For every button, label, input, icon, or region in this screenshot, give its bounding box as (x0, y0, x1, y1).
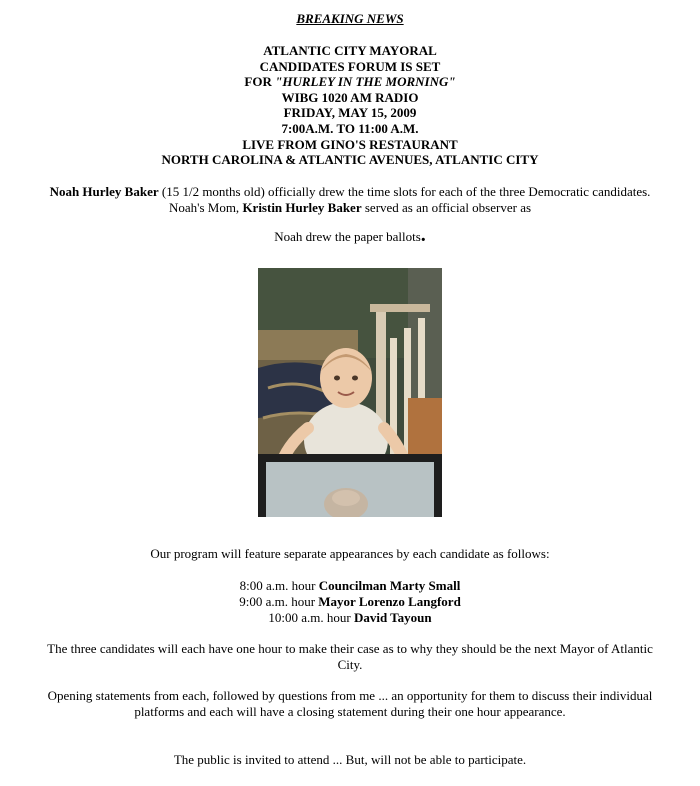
intro-text-1: (15 1/2 months old) officially drew the time slots for each of the three Democratic candidates. Noah's Mom, (158, 184, 651, 215)
candidate-schedule (0, 578, 700, 626)
slot-candidate: Councilman Marty Small (318, 578, 461, 593)
headline-line-5: FRIDAY, MAY 15, 2009 (283, 105, 417, 121)
headline-line-6: 7:00A.M. TO 11:00 A.M. (281, 120, 419, 136)
event-headline-block (0, 43, 700, 168)
slot-candidate: David Tayoun (353, 610, 432, 625)
headline-line-8: NORTH CAROLINA & ATLANTIC AVENUES, ATLANTIC CITY (161, 152, 539, 168)
headline-line-2: CANDIDATES FORUM IS SET (259, 58, 441, 74)
format-paragraph: Opening statements from each, followed by questions from me ... an opportunity for them to discuss their individual platforms and each will have a closing statement during their one hour appearance. (47, 688, 653, 719)
intro-name-kristin: Kristin Hurley Baker (242, 200, 362, 215)
public-paragraph: The public is invited to attend ... But, will not be able to participate. (173, 752, 527, 767)
slot-time: 8:00 a.m. hour (239, 578, 319, 593)
intro-paragraph-end (40, 224, 660, 246)
schedule-slot-2 (0, 594, 700, 610)
intro-big-period: . (420, 224, 426, 246)
headline-line-4: WIBG 1020 AM RADIO (281, 89, 419, 105)
slot-time: 10:00 a.m. hour (268, 610, 354, 625)
program-intro: Our program will feature separate appearances by each candidate as follows: (150, 546, 550, 561)
intro-text-3: Noah drew the paper ballots (274, 229, 421, 244)
hour-paragraph: The three candidates will each have one hour to make their case as to why they should be the next Mayor of Atlantic City. (47, 641, 653, 672)
intro-text-2: served as an official observer as (361, 200, 532, 215)
headline-line-7: LIVE FROM GINO'S RESTAURANT (242, 136, 458, 152)
headline-line-3 (0, 74, 700, 90)
headline-line-1: ATLANTIC CITY MAYORAL (263, 43, 437, 58)
show-title: "HURLEY IN THE MORNING" (275, 74, 456, 90)
intro-paragraph (40, 184, 660, 216)
schedule-slot-3 (0, 610, 700, 626)
slot-candidate: Mayor Lorenzo Langford (318, 594, 461, 609)
breaking-news-heading: BREAKING NEWS (296, 11, 404, 26)
schedule-slot-1 (0, 578, 700, 594)
headline-line-3-prefix: FOR (244, 74, 276, 90)
intro-name-noah: Noah Hurley Baker (49, 184, 159, 199)
baby-photo (258, 268, 442, 517)
slot-time: 9:00 a.m. hour (239, 594, 319, 609)
